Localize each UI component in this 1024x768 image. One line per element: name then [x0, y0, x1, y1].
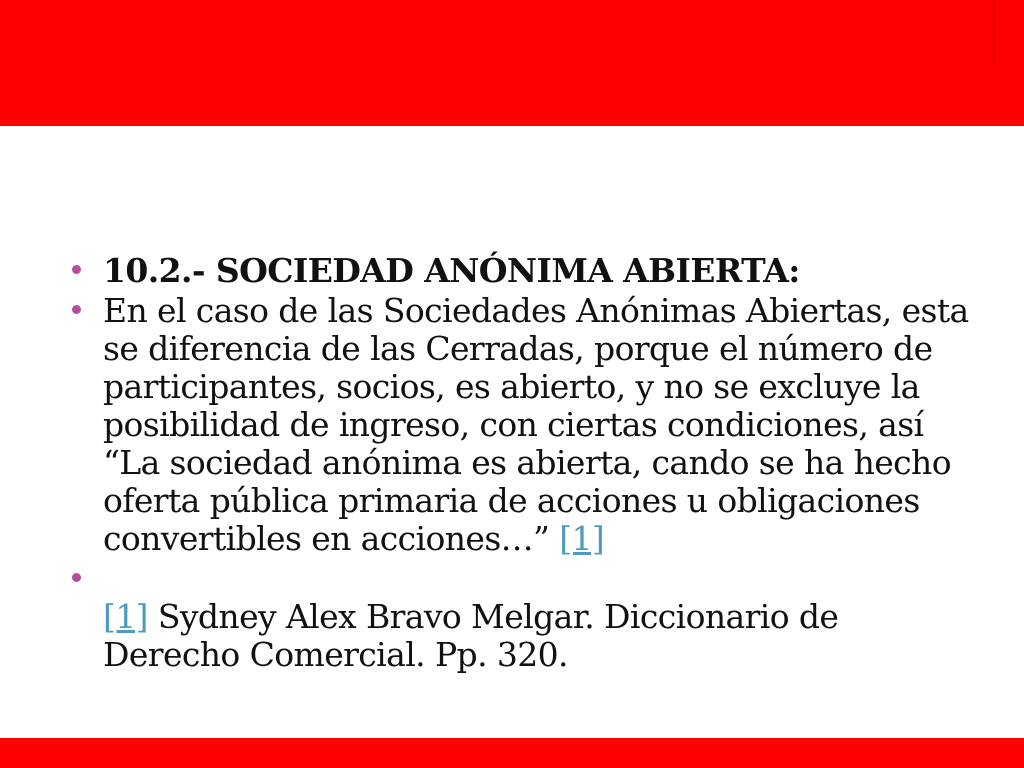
- bottom-red-band: [0, 738, 1024, 768]
- footnote-line: [103, 560, 982, 598]
- slide-content: [72, 252, 982, 676]
- section-heading: 10.2.- SOCIEDAD ANÓNIMA ABIERTA:: [103, 251, 800, 290]
- bullet-item-footnote: [72, 560, 982, 674]
- bullet-dot-icon: [72, 265, 81, 274]
- body-paragraph: En el caso de las Sociedades Anónimas Abiertas, esta se diferencia de las Cerradas, porque el número de participantes, socios, es abierto, y no se excluye la posibilidad de ingreso, con ciertas condiciones, así “La sociedad anónima es abierta, cando se ha hecho oferta pública primaria de acciones u obligaciones convertibles en acciones…”: [103, 291, 969, 558]
- footnote-ref-link[interactable]: [1]: [559, 519, 605, 558]
- footnote-text: Sydney Alex Bravo Melgar. Diccionario de Derecho Comercial. Pp. 320.: [103, 597, 839, 674]
- bullet-dot-icon: [72, 573, 81, 582]
- band-divider-line: [993, 0, 995, 66]
- footnote: [103, 598, 982, 674]
- footnote-back-link[interactable]: [1]: [103, 597, 148, 636]
- bullet-list: [72, 252, 982, 674]
- bullet-item-body: [72, 292, 982, 558]
- bullet-dot-icon: [72, 305, 81, 314]
- bullet-item-heading: [72, 252, 982, 290]
- top-red-band: [0, 0, 1024, 126]
